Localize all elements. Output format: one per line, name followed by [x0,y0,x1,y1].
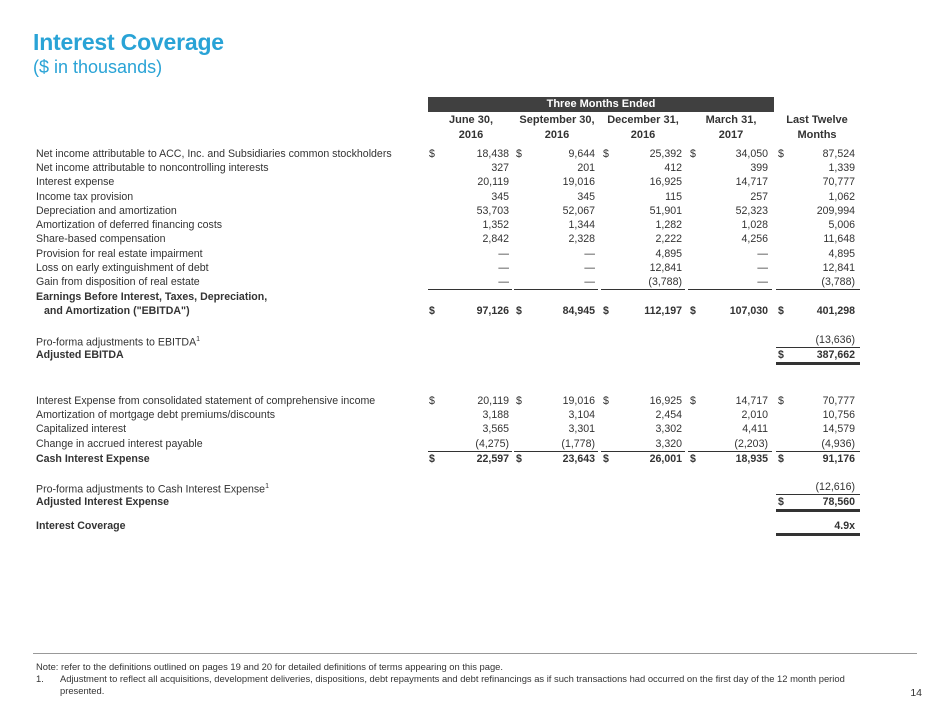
footnote-1-number: 1. [36,673,44,684]
cell-value: 91,176 [822,453,855,465]
row-label: Amortization of deferred financing costs [36,219,223,231]
cell-value: 1,344 [568,219,595,231]
cell-value: — [757,262,768,274]
cell-value: 14,579 [822,423,855,435]
cell-value: 3,302 [655,423,682,435]
currency-symbol: $ [690,148,696,160]
proforma-interest-row [0,480,940,494]
column-header-jun-2016: June 30, 2016 [448,114,494,141]
table-row [0,161,940,175]
row-label: Net income attributable to ACC, Inc. and Subsidiaries common stockholders [36,148,392,160]
cell-value: (12,616) [815,481,855,493]
row-label: Loss on early extinguishment of debt [36,262,209,274]
currency-symbol: $ [778,453,784,465]
cell-value: 2,010 [741,409,768,421]
table-row [0,422,940,436]
cell-value: 26,001 [649,453,682,465]
table-row [0,175,940,189]
adjusted-ebitda-row [0,348,940,362]
interest-coverage-row [0,519,940,533]
row-label: and Amortization ("EBITDA") [44,305,190,317]
cell-value: — [584,248,595,260]
row-label: Earnings Before Interest, Taxes, Depreciation, [36,291,268,303]
currency-symbol: $ [429,305,435,317]
table-row [0,232,940,246]
cell-value: 4,411 [742,423,768,435]
cell-value: 20,119 [477,176,509,188]
cell-value: (13,636) [815,334,855,346]
table-row [0,437,940,451]
cell-value: 97,126 [476,305,509,317]
currency-symbol: $ [516,395,522,407]
cell-value: 20,119 [477,395,509,407]
cell-value: — [757,276,768,288]
column-header-dec-2016: December 31, 2016 [607,114,679,141]
adjusted-interest-row [0,495,940,509]
total-double-underline [776,362,860,365]
currency-symbol: $ [516,453,522,465]
cell-value: 107,030 [729,305,768,317]
currency-symbol: $ [778,305,784,317]
cell-value: 4,256 [741,233,768,245]
cell-value: 9,644 [568,148,595,160]
row-label: Income tax provision [36,191,134,203]
total-double-underline [776,509,860,512]
row-label: Net income attributable to noncontrolling interests [36,162,269,174]
cell-value: 1,062 [828,191,855,203]
cell-value: (4,275) [475,438,509,450]
cell-value: 1,339 [828,162,855,174]
cell-value: — [498,276,509,288]
cell-value: 22,597 [476,453,509,465]
cell-value: 23,643 [562,453,595,465]
footer-divider [33,653,917,654]
cell-value: (3,788) [648,276,682,288]
ebitda-total-row [0,304,940,318]
row-label: Share-based compensation [36,233,166,245]
row-label: Pro-forma adjustments to EBITDA$^1$ [36,336,201,349]
cell-value: 209,994 [816,205,855,217]
table-row [0,190,940,204]
table-row [0,261,940,275]
cell-value: 1,028 [741,219,768,231]
row-label: Cash Interest Expense [36,453,150,465]
cell-value: 25,392 [649,148,682,160]
cell-value: — [757,248,768,260]
cell-value: 18,935 [735,453,768,465]
cell-value: — [584,276,595,288]
currency-symbol: $ [690,305,696,317]
cell-value: 345 [577,191,595,203]
cell-value: 201 [577,162,595,174]
currency-symbol: $ [429,395,435,407]
currency-symbol: $ [429,453,435,465]
cell-value: (1,778) [561,438,595,450]
cell-value: 3,301 [568,423,595,435]
cell-value: 2,222 [655,233,682,245]
cell-value: 18,438 [476,148,509,160]
cell-value: 2,842 [482,233,509,245]
row-label: Interest Expense from consolidated statement of comprehensive income [36,395,376,407]
cell-value: 3,188 [482,409,509,421]
cell-value: — [498,262,509,274]
row-label: Change in accrued interest payable [36,438,203,450]
row-label: Provision for real estate impairment [36,248,203,260]
cell-value: 34,050 [735,148,768,160]
table-row [0,147,940,161]
cell-value: 52,323 [735,205,768,217]
table-row [0,218,940,232]
cell-value: 4.9x [834,520,855,532]
currency-symbol: $ [516,305,522,317]
cell-value: 19,016 [562,395,595,407]
cell-value: 327 [491,162,509,174]
cell-value: — [584,262,595,274]
footnote-1-text: Adjustment to reflect all acquisitions, development deliveries, dispositions, debt repayments and debt refinancings as if such transactions had occurred on the first day of the 12 month period presented. [60,673,845,696]
cell-value: 87,524 [822,148,855,160]
cell-value: (3,788) [821,276,855,288]
currency-symbol: $ [603,453,609,465]
cell-value: 51,901 [649,205,682,217]
currency-symbol: $ [778,395,784,407]
total-double-underline [776,533,860,536]
cell-value: 3,320 [655,438,682,450]
column-header-ltm: Last Twelve Months [786,114,848,141]
currency-symbol: $ [603,395,609,407]
cell-value: 112,197 [644,305,682,317]
cell-value: 52,067 [562,205,595,217]
row-label: Interest Coverage [36,520,126,532]
currency-symbol: $ [778,349,784,361]
cell-value: 4,895 [655,248,682,260]
row-label: Depreciation and amortization [36,205,177,217]
proforma-ebitda-row [0,333,940,347]
cell-value: (4,936) [821,438,855,450]
three-months-ended-header: Three Months Ended [428,97,774,112]
currency-symbol: $ [603,148,609,160]
row-label: Pro-forma adjustments to Cash Interest Expense$^1$ [36,483,269,496]
cell-value: 401,298 [816,305,855,317]
cell-value: 3,565 [482,423,509,435]
table-row [0,204,940,218]
cell-value: 1,352 [482,219,509,231]
cell-value: 2,328 [568,233,595,245]
row-label: Adjusted EBITDA [36,349,124,361]
cell-value: 12,841 [822,262,855,274]
cell-value: 115 [665,191,682,203]
currency-symbol: $ [516,148,522,160]
cell-value: — [498,248,509,260]
footnote-definitions: Note: refer to the definitions outlined on pages 19 and 20 for detailed definitions of terms appearing on this page. [36,661,503,672]
currency-symbol: $ [603,305,609,317]
cell-value: 387,662 [816,349,855,361]
currency-symbol: $ [778,148,784,160]
cell-value: 12,841 [649,262,682,274]
currency-symbol: $ [429,148,435,160]
cell-value: 5,006 [828,219,855,231]
cell-value: 399 [750,162,768,174]
row-label: Gain from disposition of real estate [36,276,200,288]
cell-value: 14,717 [735,176,768,188]
currency-symbol: $ [778,496,784,508]
cell-value: 70,777 [822,395,855,407]
page-subtitle: ($ in thousands) [33,57,163,77]
row-label: Amortization of mortgage debt premiums/discounts [36,409,276,421]
cell-value: 10,756 [822,409,855,421]
table-row [0,394,940,408]
page-title: Interest Coverage [33,29,224,55]
row-label: Adjusted Interest Expense [36,496,170,508]
cash-interest-total-row [0,452,940,466]
cell-value: 84,945 [562,305,595,317]
column-header-sep-2016: September 30, 2016 [519,114,595,141]
cell-value: 2,454 [655,409,682,421]
column-header-mar-2017: March 31, 2017 [705,114,757,141]
cell-value: 16,925 [649,176,682,188]
row-label: Capitalized interest [36,423,127,435]
currency-symbol: $ [690,395,696,407]
row-label: Interest expense [36,176,115,188]
cell-value: 4,895 [828,248,855,260]
currency-symbol: $ [690,453,696,465]
cell-value: 19,016 [562,176,595,188]
cell-value: 345 [491,191,509,203]
cell-value: 11,648 [823,233,855,245]
cell-value: 14,717 [735,395,768,407]
cell-value: 1,282 [655,219,682,231]
cell-value: (2,203) [734,438,768,450]
cell-value: 78,560 [822,496,855,508]
cell-value: 70,777 [822,176,855,188]
cell-value: 16,925 [649,395,682,407]
table-row [0,247,940,261]
cell-value: 412 [664,162,682,174]
page-number: 14 [910,687,922,699]
cell-value: 257 [750,191,768,203]
ebitda-total-label-line1 [0,290,940,304]
table-row [0,275,940,289]
cell-value: 53,703 [476,205,509,217]
cell-value: 3,104 [568,409,595,421]
table-row [0,408,940,422]
